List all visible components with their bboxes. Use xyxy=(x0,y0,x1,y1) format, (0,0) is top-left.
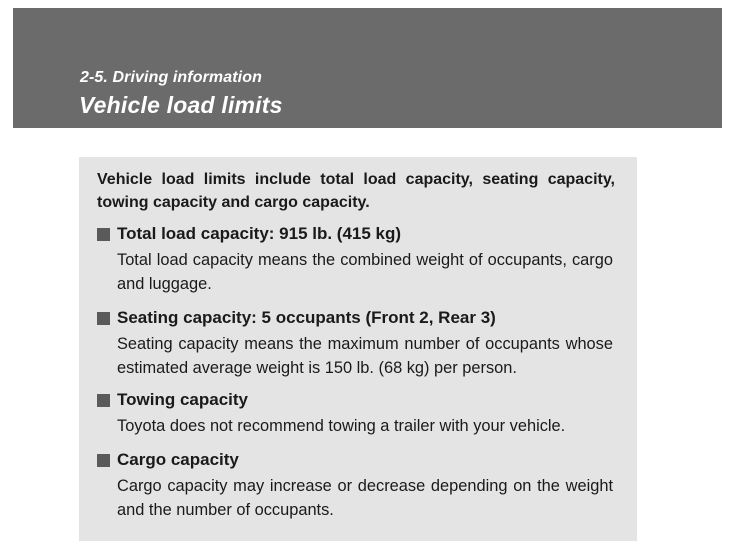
item-description: Seating capacity means the maximum number of occupants whose estimated average weight is 150 lb. (68 kg) per person. xyxy=(117,335,613,377)
info-box xyxy=(79,157,637,541)
list-item-towing xyxy=(97,389,615,439)
square-bullet-icon xyxy=(97,312,110,325)
item-title: Total load capacity: 915 lb. (415 kg) xyxy=(117,224,402,243)
item-heading xyxy=(97,389,615,411)
page-title: Vehicle load limits xyxy=(79,92,283,118)
item-heading xyxy=(97,449,615,471)
item-title: Cargo capacity xyxy=(117,450,239,469)
item-description: Toyota does not recommend towing a trailer with your vehicle. xyxy=(117,417,566,435)
intro-text: Vehicle load limits include total load capacity, seating capacity, towing capacity and cargo capacity. xyxy=(97,171,615,211)
square-bullet-icon xyxy=(97,394,110,407)
list-item-cargo xyxy=(97,449,615,522)
square-bullet-icon xyxy=(97,228,110,241)
section-label: 2-5. Driving information xyxy=(80,69,262,86)
square-bullet-icon xyxy=(97,454,110,467)
item-heading xyxy=(97,223,615,245)
item-description: Cargo capacity may increase or decrease depending on the weight and the number of occupants. xyxy=(117,477,613,519)
item-description: Total load capacity means the combined weight of occupants, cargo and luggage. xyxy=(117,251,613,293)
header-band xyxy=(13,8,722,128)
list-item-seating xyxy=(97,307,615,380)
item-heading xyxy=(97,307,615,329)
list-item-total-load xyxy=(97,223,615,296)
item-title: Seating capacity: 5 occupants (Front 2, Rear 3) xyxy=(117,308,496,327)
item-title: Towing capacity xyxy=(117,390,248,409)
